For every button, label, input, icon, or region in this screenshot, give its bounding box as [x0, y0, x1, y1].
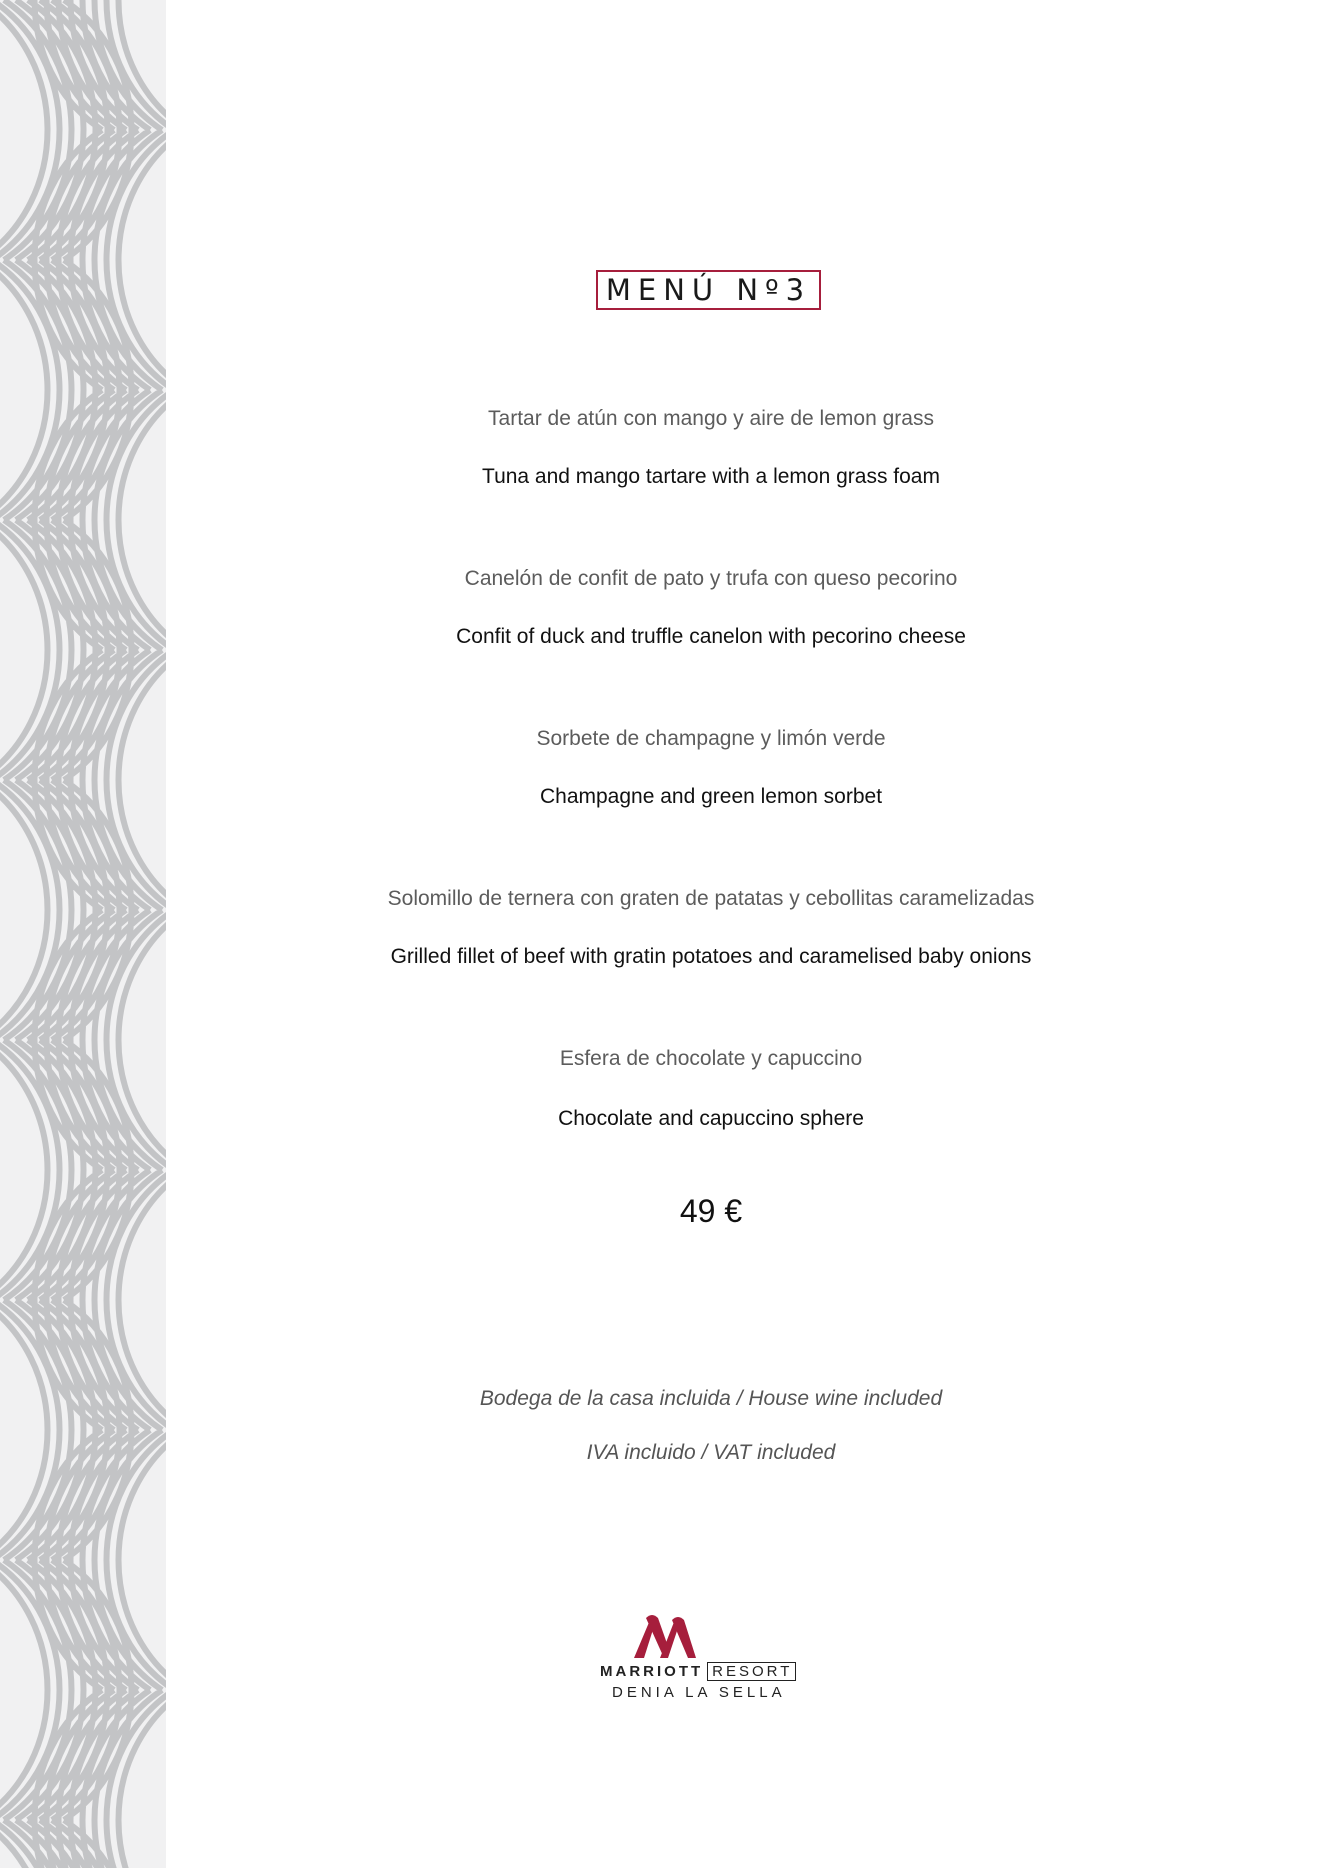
dish-5: [166, 1047, 1256, 1131]
menu-content: [166, 0, 1256, 1868]
dish-english: Grilled fillet of beef with gratin potatoes and caramelised baby onions: [390, 945, 1032, 968]
logo-location: DENIA LA SELLA: [612, 1684, 786, 1701]
logo-brand: MARRIOTT: [600, 1663, 704, 1680]
marriott-logo: [600, 1612, 840, 1707]
wave-lines: [0, 0, 166, 1868]
dish-english: Tuna and mango tartare with a lemon grass foam: [482, 465, 940, 488]
dish-spanish: Solomillo de ternera con graten de patatas y cebollitas caramelizadas: [387, 887, 1035, 910]
decorative-wave-pattern: [0, 0, 166, 1868]
logo-wordmark: [600, 1662, 796, 1681]
vat-note: IVA incluido / VAT included: [586, 1441, 836, 1464]
dish-4: [166, 887, 1256, 969]
dish-3: [166, 727, 1256, 809]
dish-english: Confit of duck and truffle canelon with pecorino cheese: [456, 625, 966, 648]
dish-spanish: Sorbete de champagne y limón verde: [536, 727, 886, 750]
dish-spanish: Esfera de chocolate y capuccino: [559, 1047, 863, 1070]
dish-english: Champagne and green lemon sorbet: [539, 785, 883, 808]
dish-english: Chocolate and capuccino sphere: [558, 1107, 864, 1130]
marriott-m-icon: [630, 1612, 710, 1660]
menu-price: 49 €: [679, 1193, 743, 1229]
wine-note: Bodega de la casa incluida / House wine included: [479, 1387, 943, 1410]
dish-spanish: Tartar de atún con mango y aire de lemon grass: [488, 407, 934, 430]
logo-resort: RESORT: [707, 1662, 796, 1681]
dish-2: [166, 567, 1256, 649]
dish-1: [166, 407, 1256, 489]
dish-spanish: Canelón de confit de pato y trufa con queso pecorino: [464, 567, 958, 590]
menu-title: MENÚ Nº3: [596, 270, 821, 310]
